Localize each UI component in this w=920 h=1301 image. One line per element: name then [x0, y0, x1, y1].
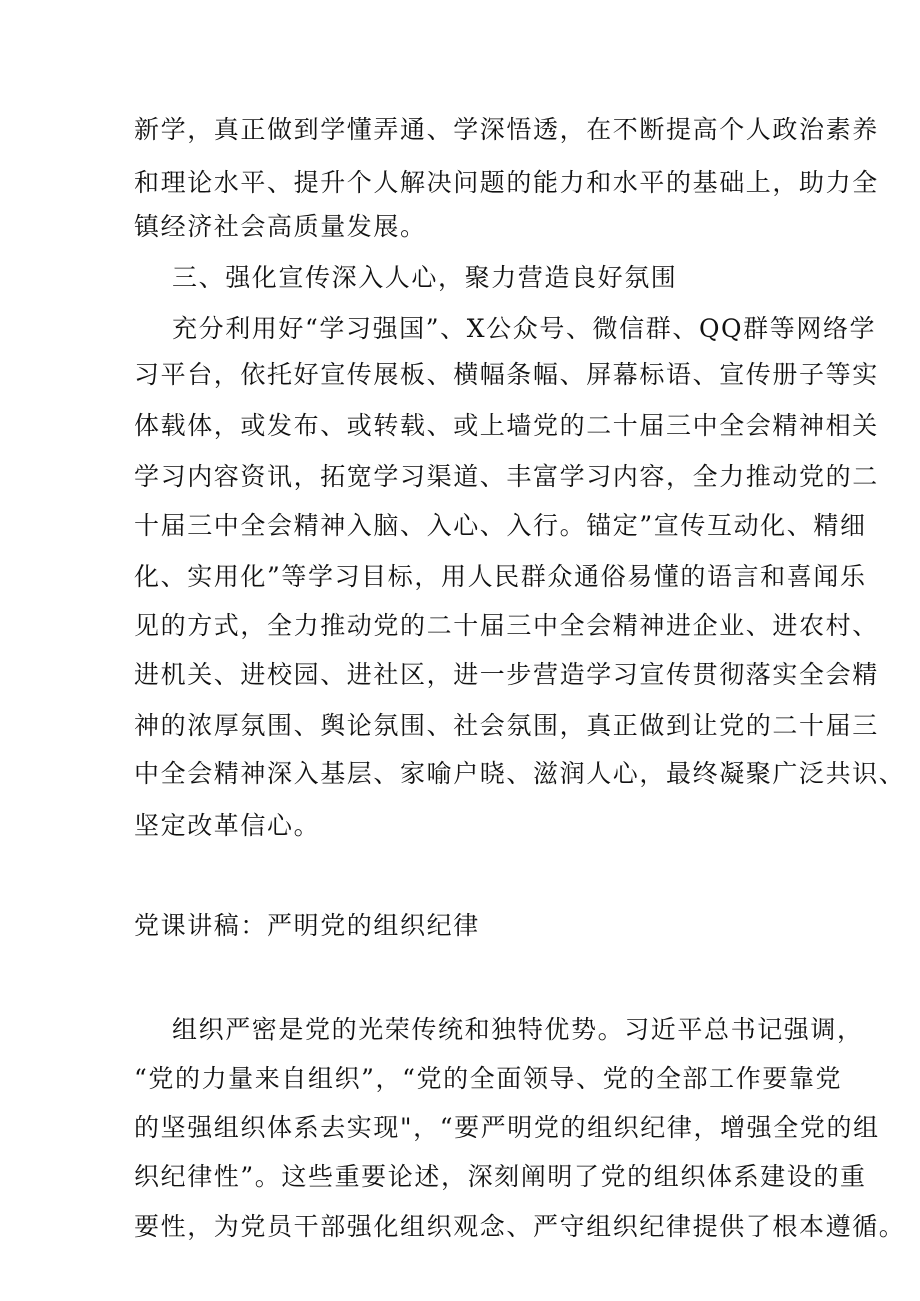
article-title: 党课讲稿：严明党的组织纪律 [134, 911, 480, 940]
text-line: 充分利用好“学习强国”、X公众号、微信群、QQ群等网络学 [172, 314, 877, 343]
text-line: 组织严密是党的光荣传统和独特优势。习近平总书记强调， [172, 1015, 864, 1044]
text-line: 新学，真正做到学懂弄通、学深悟透，在不断提高个人政治素养 [134, 115, 879, 144]
text-line: 进机关、进校园、进社区，进一步营造学习宣传贯彻落实全会精 [134, 660, 879, 689]
text-line: 的坚强组织体系去实现"，“要严明党的组织纪律，增强全党的组 [134, 1113, 880, 1142]
text-line: 十届三中全会精神入脑、入心、入行。锚定”宣传互动化、精细 [134, 511, 867, 540]
text-line: 镇经济社会高质量发展。 [134, 212, 427, 241]
text-line: 见的方式，全力推动党的二十届三中全会精神进企业、进农村、 [134, 611, 879, 640]
text-line: 织纪律性”。这些重要论述，深刻阐明了党的组织体系建设的重 [134, 1162, 867, 1191]
text-line: 体载体，或发布、或转载、或上墙党的二十届三中全会精神相关 [134, 411, 879, 440]
text-line: 化、实用化”等学习目标，用人民群众通俗易懂的语言和喜闻乐 [134, 562, 867, 591]
text-line: 学习内容资讯，拓宽学习渠道、丰富学习内容，全力推动党的二 [134, 462, 879, 491]
text-line: 坚定改革信心。 [134, 811, 321, 840]
text-line: 中全会精神深入基层、家喻户晓、滋润人心，最终凝聚广泛共识、 [134, 759, 906, 788]
text-line: “党的力量来自组织”，“党的全面领导、党的全部工作要靠党 [134, 1064, 843, 1093]
text-line: 要性，为党员干部强化组织观念、严守组织纪律提供了根本遵循。 [134, 1212, 906, 1241]
section-heading: 三、强化宣传深入人心，聚力营造良好氛围 [172, 263, 678, 292]
text-line: 习平台，依托好宣传展板、横幅条幅、屏幕标语、宣传册子等实 [134, 360, 879, 389]
text-line: 和理论水平、提升个人解决问题的能力和水平的基础上，助力全 [134, 168, 879, 197]
text-line: 神的浓厚氛围、舆论氛围、社会氛围，真正做到让党的二十届三 [134, 711, 879, 740]
